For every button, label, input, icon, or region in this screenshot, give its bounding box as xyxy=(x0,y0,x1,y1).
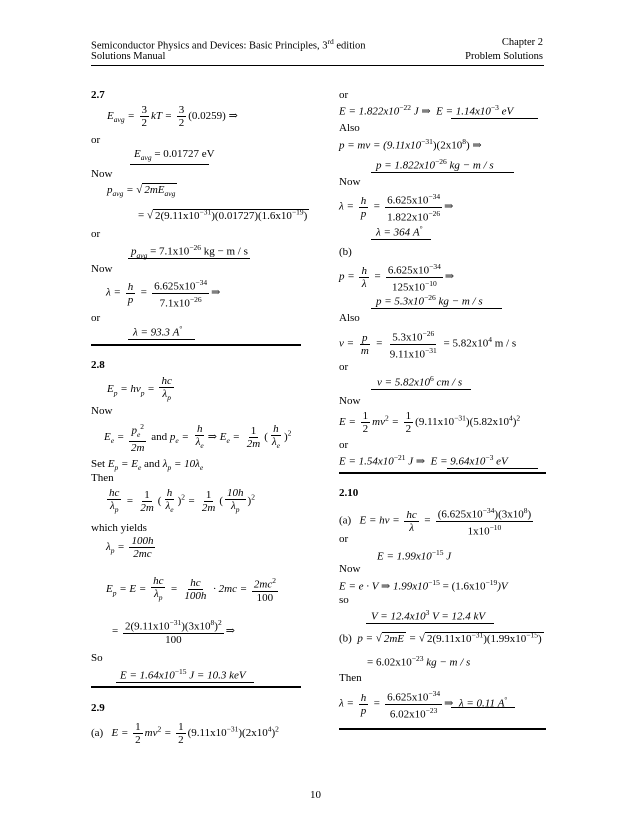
text-now: Now xyxy=(91,263,113,275)
text-now: Now xyxy=(91,405,113,417)
eq-eavg-kT: $E_{avg}$ = $\frac{3}{2}$ kT = $\frac{3}{2}$ (0.0259) ⇒ xyxy=(107,104,238,129)
eq-e-hv: (a) E = hν = $\frac{hc}{\lambda}$ = $\frac{(6.625x10^{-34})(3x10^8)}{1x10^{-10}}$ xyxy=(339,506,532,538)
text-which-yields: which yields xyxy=(91,522,147,534)
eq-ee-pe: $E_e$ = $\frac{p_e^2}{2m}$ and $p_e$ = $\frac{h}{\lambda_e}$ ⇒ $E_e$ = $\frac{1}{2m}$ ( $\frac{h}{\lambda_e}$ )$^2$ xyxy=(104,422,292,454)
eq-pavg-result: $p_{avg} = 7.1x10^{-26}$ kg − m / s xyxy=(131,243,248,260)
eq-e-ev: E = e · V ⇒ $1.99x10^{-15} = (1.6x10^{-19})V$ xyxy=(339,578,508,593)
section-rule xyxy=(339,472,546,474)
text-or: or xyxy=(339,89,349,101)
underline xyxy=(371,308,502,309)
underline xyxy=(451,707,515,708)
text-now: Now xyxy=(339,563,361,575)
text-or: or xyxy=(339,361,349,373)
header-problem-solutions: Problem Solutions xyxy=(465,51,543,62)
text-or: or xyxy=(91,228,101,240)
section-rule xyxy=(91,344,301,346)
eq-ep-result: $E_p = E$ = $\frac{hc}{\lambda_p}$ = $\frac{hc}{100h}$ · 2mc = $\frac{2mc^2}{100}$ xyxy=(106,575,276,604)
header-chapter: Chapter 2 xyxy=(501,37,543,48)
section-rule xyxy=(339,728,546,730)
underline xyxy=(371,389,471,390)
text-now: Now xyxy=(339,176,361,188)
eq-p-602: = $6.02x10^{-23}$ kg − m / s xyxy=(367,654,471,669)
section-2-7: 2.7 xyxy=(91,89,105,101)
text-so: So xyxy=(91,652,103,664)
eq-p-h-lambda: p = $\frac{h}{\lambda}$ = $\frac{6.625x10^{-34}}{125x10^{-10}}$ ⇒ xyxy=(339,262,455,294)
section-2-8: 2.8 xyxy=(91,359,105,371)
eq-hc-lambda: $\frac{hc}{\lambda_p}$ = $\frac{1}{2m}$ ( $\frac{h}{\lambda_e}$ )$^2$ = $\frac{1}{2m}$ ( $\frac{10h}{\lambda_p}$ )$^2$ xyxy=(109,487,255,515)
eq-lambda-p: $\lambda_p$ = $\frac{100h}{2mc}$ xyxy=(106,535,154,560)
eq-ep-hv: $E_p = h\nu_p$ = $\frac{hc}{\lambda_p}$ xyxy=(107,375,172,403)
eq-eavg-result: $E_{avg} = 0.01727$ eV xyxy=(134,148,215,163)
text-or: or xyxy=(339,533,349,545)
eq-lambda-hp: λ = $\frac{h}{p}$ = $\frac{6.625x10^{-34}}{7.1x10^{-26}}$ ⇒ xyxy=(106,278,221,310)
underline xyxy=(451,118,538,119)
underline xyxy=(128,258,250,259)
underline xyxy=(128,339,195,340)
eq-e-103kev: $E = 1.64x10^{-15}$ J = 10.3 keV xyxy=(120,667,246,682)
eq-e-half-mv2: (a) E = $\frac{1}{2}$ $mv^2$ = $\frac{1}{2}$ $(9.11x10^{-31})(2x10^4)^2$ xyxy=(91,721,279,746)
eq-p-53: $p = 5.3x10^{-26}$ kg − m / s xyxy=(376,293,483,308)
eq-ep-values: = $\frac{2(9.11x10^{-31})(3x10^8)^2}{100}$ ⇒ xyxy=(112,618,235,646)
eq-pavg-sqrt: $p_{avg}$ = √ $2mE_{avg}$ xyxy=(107,184,176,199)
underline xyxy=(130,164,209,165)
underline xyxy=(371,172,514,173)
eq-p-1822: $p = 1.822x10^{-26}$ kg − m / s xyxy=(376,157,494,172)
eq-lambda-b: λ = $\frac{h}{p}$ = $\frac{6.625x10^{-34}}{1.822x10^{-26}}$ ⇒ xyxy=(339,192,454,224)
text-so: so xyxy=(339,594,349,606)
eq-v-pm: v = $\frac{p}{m}$ = $\frac{5.3x10^{-26}}{9.11x10^{-31}}$ = $5.82x10^4$ m / s xyxy=(339,329,517,361)
eq-set: Set $E_p = E_e$ and $\lambda_p = 10\lambda_e$ xyxy=(91,458,204,473)
text-or: or xyxy=(91,312,101,324)
underline xyxy=(447,468,538,469)
header-title: Semiconductor Physics and Devices: Basic Principles, 3rd edition xyxy=(91,37,366,52)
text-or: or xyxy=(339,439,349,451)
eq-e-199: $E = 1.99x10^{-15}$ J xyxy=(377,548,452,563)
text-also: Also xyxy=(339,312,360,324)
page-number: 10 xyxy=(310,789,321,801)
eq-p-mv: p = mv = $(9.11x10^{-31})(2x10^8)$ ⇒ xyxy=(339,137,482,152)
text-or: or xyxy=(91,134,101,146)
text-now: Now xyxy=(91,168,113,180)
eq-e-1822: $E = 1.822x10^{-22}$ J ⇒ $E = 1.14x10^{-3}$ eV xyxy=(339,103,514,118)
underline xyxy=(116,682,254,683)
section-2-10: 2.10 xyxy=(339,487,359,499)
text-now: Now xyxy=(339,395,361,407)
eq-v-582: $v = 5.82x10^6$ cm / s xyxy=(377,374,463,389)
underline xyxy=(366,623,494,624)
text-b: (b) xyxy=(339,246,352,258)
header-rule xyxy=(91,65,544,66)
eq-v-124: $V = 12.4x10^3$ V = 12.4 kV xyxy=(371,608,486,623)
eq-pavg-values: = √ $2(9.11x10^{-31})(0.01727)(1.6x10^{-19})$ xyxy=(138,207,308,222)
text-then: Then xyxy=(339,672,362,684)
eq-p-sqrt: (b) p = √ 2mE = √ $2(9.11x10^{-31})(1.99x10^{-15})$ xyxy=(339,630,542,645)
text-also: Also xyxy=(339,122,360,134)
underline xyxy=(371,239,431,240)
section-2-9: 2.9 xyxy=(91,702,105,714)
section-rule xyxy=(91,686,301,688)
eq-e-154: $E = 1.54x10^{-21}$ J ⇒ $E = 9.64x10^{-3}$ eV xyxy=(339,453,508,468)
text-then: Then xyxy=(91,472,114,484)
eq-lambda-final: λ = $\frac{h}{p}$ = $\frac{6.625x10^{-34}}{6.02x10^{-23}}$ ⇒ λ = 0.11 A° xyxy=(339,689,508,721)
eq-lambda-93: λ = 93.3 A° xyxy=(133,324,183,339)
header-subtitle: Solutions Manual xyxy=(91,51,166,62)
eq-lambda-364: λ = 364 A° xyxy=(376,224,423,239)
eq-e-half-mv2-b: E = $\frac{1}{2}$ $mv^2$ = $\frac{1}{2}$ $(9.11x10^{-31})(5.82x10^4)^2$ xyxy=(339,410,521,435)
